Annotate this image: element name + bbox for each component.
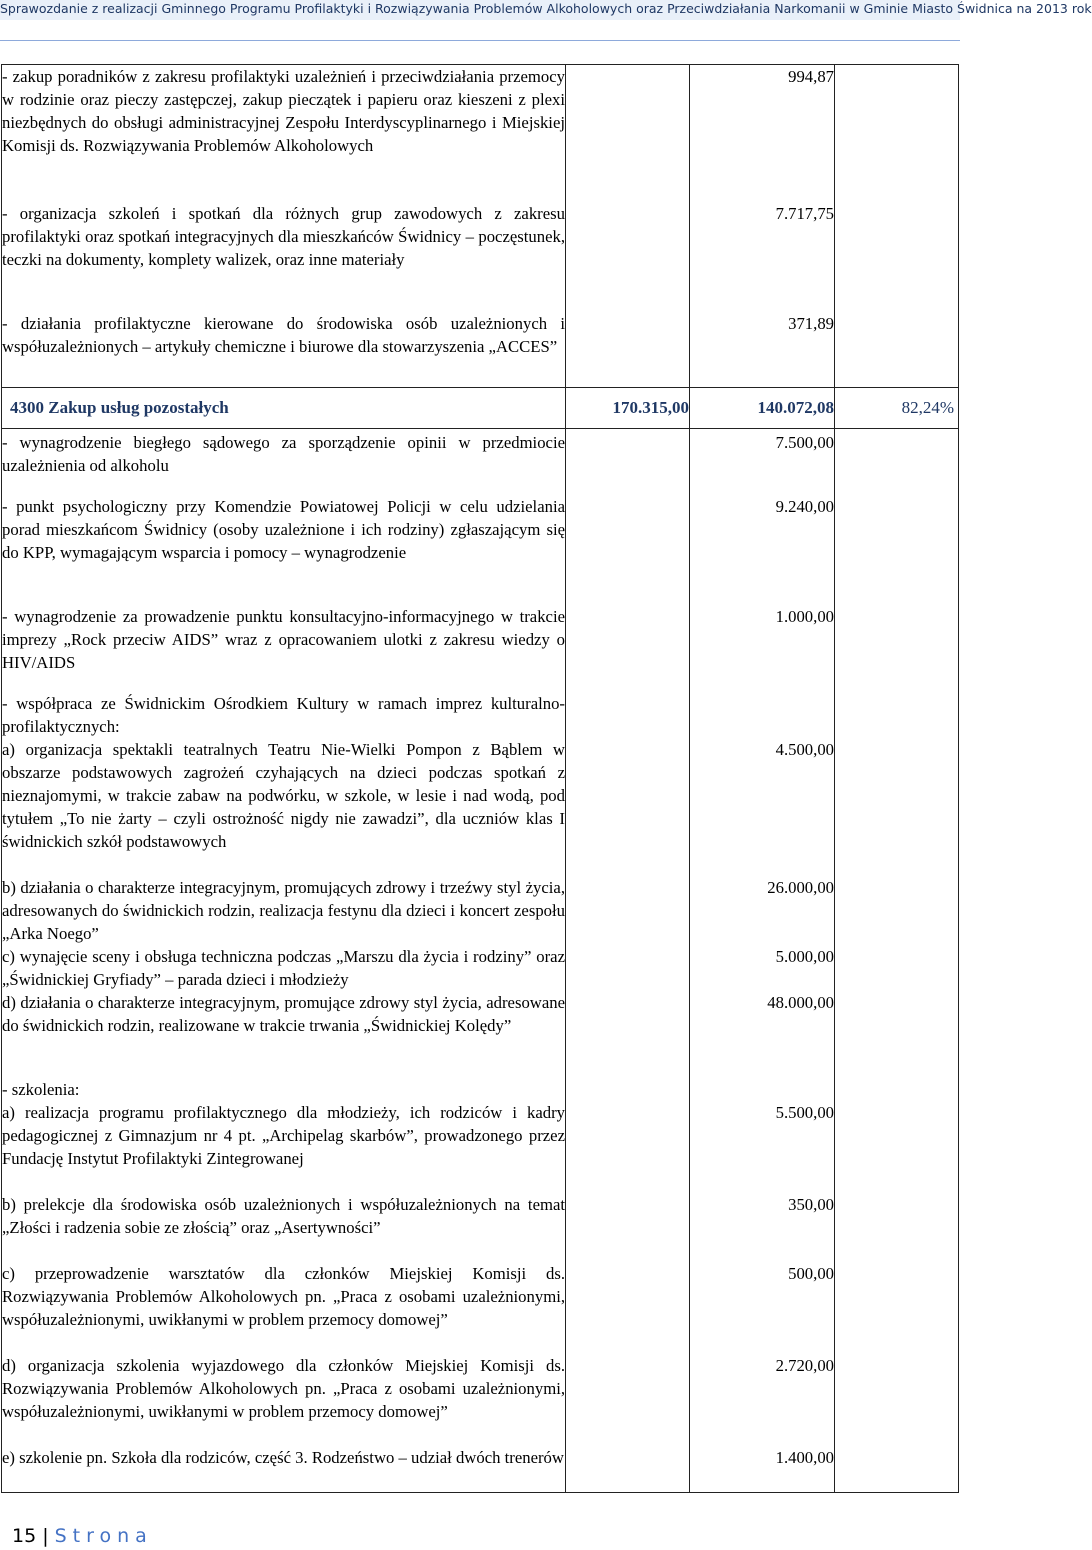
amount-value: 350,00: [788, 1195, 834, 1214]
list-item: a) organizacja spektakli teatralnych Teatru Nie-Wielki Pompon z Bąblem w obszarze podstawowych zagrożeń czyhających na dzieci podczas spotkań z nieznajomymi, w trakcie zabaw na podwórku, w szkole, w lesie i nad wodą, pod tytułem „To nie żarty – czyli ostrożność nigdy nie zawadzi”, dla uczniów klas I świdnickich szkół podstawowych: [2, 740, 565, 852]
amount-value: 4.500,00: [775, 740, 834, 759]
amount-cell: [690, 429, 835, 1493]
list-item: c) przeprowadzenie warsztatów dla członków Miejskiej Komisji ds. Rozwiązywania Problemów Alkoholowych pn. „Praca z osobami uzależnionymi, współuzależnionymi, uwikłanymi w problem przemocy domowej”: [2, 1264, 565, 1330]
header-band: [0, 0, 1092, 20]
list-item: - zakup poradników z zakresu profilaktyki uzależnień i przeciwdziałania przemocy w rodzinie oraz pieczy zastępczej, zakup pieczątek i papieru oraz kieszeni z plexi niezbędnych do obsługi administracyjnej Zespołu Interdyscyplinarnego i Miejskiej Komisji ds. Rozwiązywania Problemów Alkoholowych: [2, 67, 565, 156]
percent-cell: [835, 429, 959, 1493]
list-item: - wynagrodzenie biegłego sądowego za sporządzenie opinii w przedmiocie uzależnienia od alkoholu: [2, 433, 565, 476]
summary-percent: 82,24%: [835, 388, 959, 429]
list-item: d) działania o charakterze integracyjnym, promujące zdrowy styl życia, adresowane do świdnickich rodzin, realizowane w trakcie trwania „Świdnickiej Kolędy”: [2, 993, 565, 1036]
list-item: c) wynajęcie sceny i obsługa techniczna podczas „Marszu dla życia i rodziny” oraz „Świdnickiej Gryfiady” – parada dzieci i młodzieży: [2, 947, 565, 990]
list-item: b) prelekcje dla środowiska osób uzależnionych i współuzależnionych na temat „Złości i radzenia sobie ze złością” oraz „Asertywności”: [2, 1195, 565, 1238]
list-intro: - szkolenia:: [2, 1080, 80, 1099]
list-item: e) szkolenie pn. Szkoła dla rodziców, część 3. Rodzeństwo – udział dwóch trenerów: [2, 1448, 564, 1467]
list-item: - wynagrodzenie za prowadzenie punktu konsultacyjno-informacyjnego w trakcie imprezy „Rock przeciw AIDS” wraz z opracowaniem ulotki z zakresu wiedzy o HIV/AIDS: [2, 607, 565, 673]
header-title: Sprawozdanie z realizacji Gminnego Programu Profilaktyki i Rozwiązywania Problemów Alkoholowych oraz Przeciwdziałania Narkomanii w Gminie Miasto Świdnica na 2013 rok: [0, 1, 1092, 16]
list-item: b) działania o charakterze integracyjnym, promujących zdrowy i trzeźwy styl życia, adresowanych do świdnickich rodzin, realizacja festynu dla dzieci i koncert zespołu „Arka Noego”: [2, 878, 565, 944]
amount-value: 994,87: [788, 67, 834, 86]
list-item: - działania profilaktyczne kierowane do środowiska osób uzależnionych i współuzależnionych – artykuły chemiczne i biurowe dla stowarzyszenia „ACCES”: [2, 314, 565, 357]
amount-value: 9.240,00: [775, 497, 834, 516]
plan-cell: [566, 65, 690, 388]
amount-value: 26.000,00: [767, 878, 834, 897]
summary-row: [2, 388, 959, 429]
amount-value: 1.000,00: [775, 607, 834, 626]
summary-plan: 170.315,00: [566, 388, 690, 429]
description-cell: [2, 65, 566, 388]
amount-value: 7.717,75: [775, 204, 834, 223]
page-number: 15: [12, 1525, 37, 1547]
list-item: - punkt psychologiczny przy Komendzie Powiatowej Policji w celu udzielania porad mieszkańcom Świdnicy (osoby uzależnione i ich rodziny) zgłaszającym się do KPP, wymagającym wsparcia i pomocy – wynagrodzenie: [2, 497, 565, 563]
expense-table: [1, 64, 959, 1493]
amount-cell: [690, 65, 835, 388]
amount-value: 2.720,00: [775, 1356, 834, 1375]
header-rule: [0, 40, 960, 41]
amount-value: 371,89: [788, 314, 834, 333]
plan-cell: [566, 429, 690, 1493]
table-row: [2, 429, 959, 1493]
percent-cell: [835, 65, 959, 388]
amount-value: 5.500,00: [775, 1103, 834, 1122]
description-cell: [2, 429, 566, 1493]
page-footer: [12, 1525, 153, 1547]
amount-value: 7.500,00: [775, 433, 834, 452]
summary-executed: 140.072,08: [690, 388, 835, 429]
amount-value: 500,00: [788, 1264, 834, 1283]
list-item: - organizacja szkoleń i spotkań dla różnych grup zawodowych z zakresu profilaktyki oraz spotkań integracyjnych dla mieszkańców Świdnicy – poczęstunek, teczki na dokumenty, komplety walizek, oraz inne materiały: [2, 204, 565, 270]
list-item: d) organizacja szkolenia wyjazdowego dla członków Miejskiej Komisji ds. Rozwiązywania Problemów Alkoholowych pn. „Praca z osobami uzależnionymi, współuzależnionymi, uwikłanymi w problem przemocy domowej”: [2, 1356, 565, 1422]
list-item: a) realizacja programu profilaktycznego dla młodzieży, ich rodziców i kadry pedagogicznej z Gimnazjum nr 4 pt. „Archipelag skarbów”, prowadzonego przez Fundację Instytut Profilaktyki Zintegrowanej: [2, 1103, 565, 1169]
summary-label: 4300 Zakup usług pozostałych: [2, 388, 566, 429]
amount-value: 48.000,00: [767, 993, 834, 1012]
page-word: Strona: [54, 1525, 153, 1547]
footer-separator: |: [42, 1525, 49, 1547]
amount-value: 5.000,00: [775, 947, 834, 966]
amount-value: 1.400,00: [775, 1448, 834, 1467]
list-intro: - współpraca ze Świdnickim Ośrodkiem Kultury w ramach imprez kulturalno-profilaktycznych:: [2, 694, 565, 737]
table-row: [2, 65, 959, 388]
